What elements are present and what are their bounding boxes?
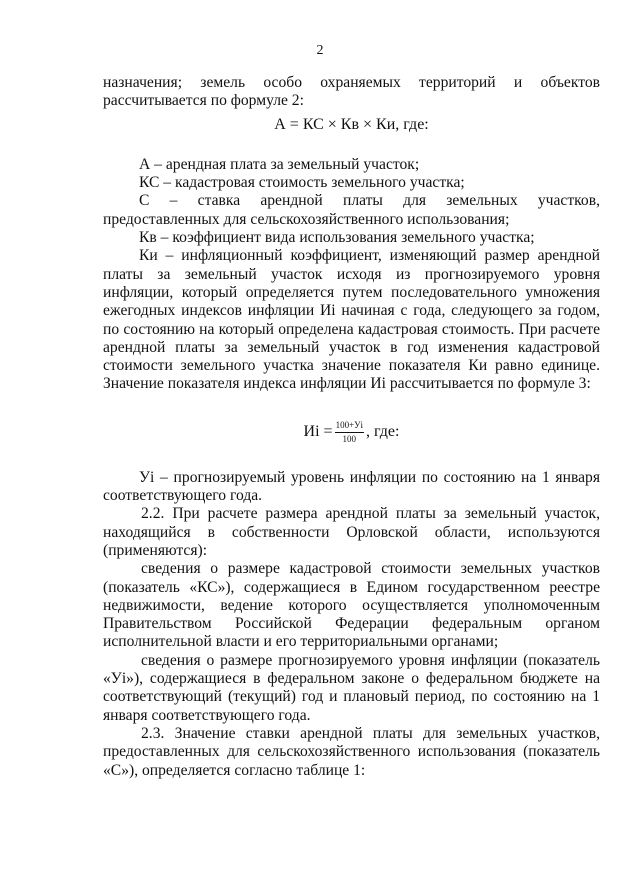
definition-kv: Кв – коэффициент вида использования земельного участка; [139,229,535,247]
formula-3-suffix: , где: [366,423,400,441]
formula-3 [103,420,600,445]
intro-paragraph: назначения; земель особо охраняемых территорий и объектов рассчитывается по формуле 2: [103,74,600,110]
document-body [103,74,600,780]
page-number: 2 [316,43,324,58]
formula-3-denominator: 100 [342,433,357,444]
section-2-3: 2.3. Значение ставки арендной платы для земельных участков, предоставленных для сельскохозяйственного использования (показатель «С»), определяется согласно таблице 1: [103,724,600,779]
formula-3-numerator: 100+Уi [335,420,364,433]
section-2-2-item-1: сведения о размере кадастровой стоимости земельных участков (показатель «КС»), содержащиеся в Едином государственном реестре недвижимости, ведение которого осуществляется уполномоченным Правительством Российской Федерации федеральным органом исполнительной власти и его территориальными органами; [103,560,600,651]
formula-2: А = КС × Кв × Ки, где: [274,115,429,133]
definition-s: С – ставка арендной платы для земельных участков, предоставленных для сельскохозяйственного использования; [103,192,600,228]
definition-a: А – арендная плата за земельный участок; [139,155,420,173]
definition-ki: Ки – инфляционный коэффициент, изменяющий размер арендной платы за земельный участок исходя из прогнозируемого уровня инфляции, который определяется путем последовательного умножения ежегодных индексов инфляции Иi начиная с года, следующего за годом, по состоянию на который определена кадастровая стоимость. При расчете арендной платы за земельный участок в год изменения кадастровой стоимости земельного участка значение показателя Ки равно единице. Значение показателя индекса инфляции Иi рассчитывается по формуле 3: [103,247,600,393]
section-2-2-intro: 2.2. При расчете размера арендной платы за земельный участок, находящийся в собственности Орловской области, используются (применяются): [103,505,600,559]
definition-ks: КС – кадастровая стоимость земельного участка; [139,174,465,192]
formula-3-fraction [335,420,364,445]
formula-3-lhs: Иi = [303,423,333,441]
section-2-2-item-2: сведения о размере прогнозируемого уровня инфляции (показатель «Уi»), содержащиеся в федеральном законе о федеральном бюджете на соответствующий (текущий) год и плановый период, по состоянию на 1 января соответствующего года. [103,651,600,724]
definition-ui: Уi – прогнозируемый уровень инфляции по состоянию на 1 января соответствующего года. [103,468,600,505]
